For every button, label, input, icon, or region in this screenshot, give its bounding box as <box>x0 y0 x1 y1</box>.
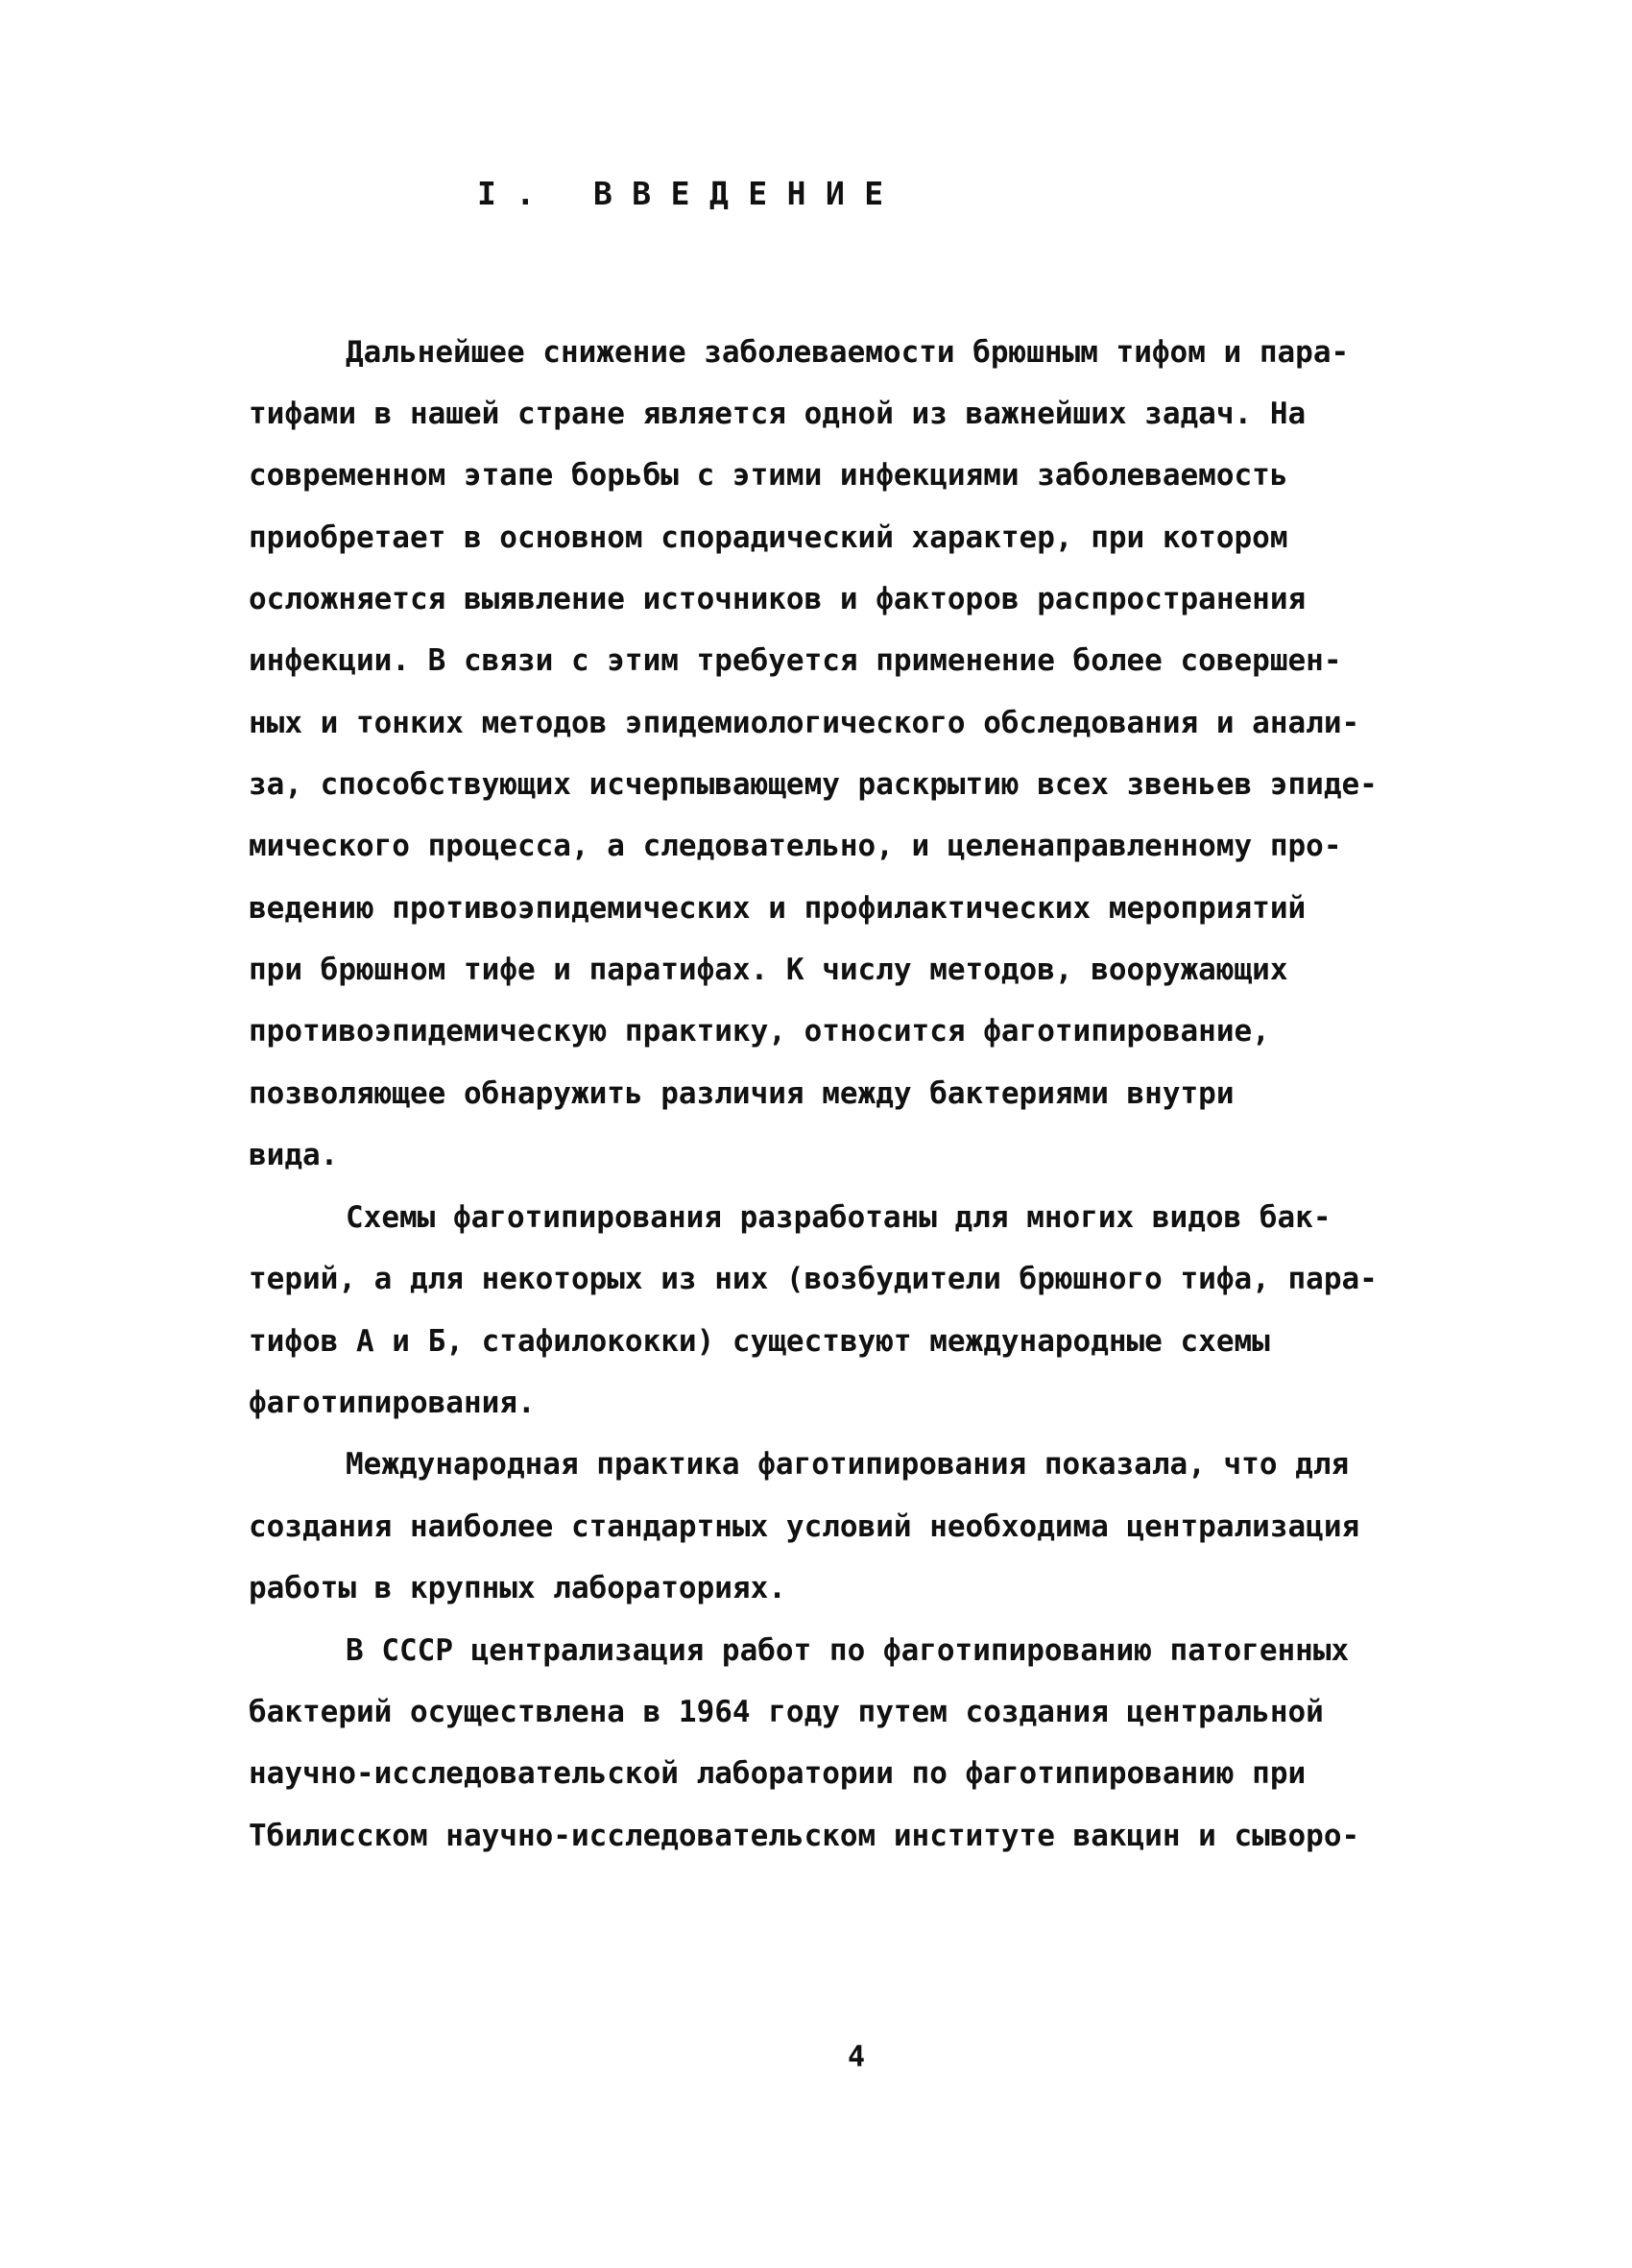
paragraph-1-line-12: противоэпидемическую практику, относится фаготипирование, <box>249 1014 1270 1049</box>
paragraph-4-line-3: научно-исследовательской лаборатории по фаготипированию при <box>249 1756 1307 1791</box>
page-number: 4 <box>847 2040 866 2074</box>
paragraph-4-line-1: В СССР централизация работ по фаготипированию патогенных <box>346 1633 1350 1668</box>
paragraph-1-line-4: приобретает в основном спорадический характер, при котором <box>249 520 1288 555</box>
paragraph-1-line-6: инфекции. В связи с этим требуется применение более совершен- <box>249 643 1342 678</box>
paragraph-1-line-2: тифами в нашей стране является одной из важнейших задач. На <box>249 397 1307 431</box>
paragraph-1-line-7: ных и тонких методов эпидемиологического обследования и анали- <box>249 706 1360 740</box>
paragraph-4-line-4: Тбилисском научно-исследовательском институте вакцин и сыворо- <box>249 1819 1360 1853</box>
paragraph-2-line-4: фаготипирования. <box>249 1386 536 1420</box>
paragraph-4-line-2: бактерий осуществлена в 1964 году путем создания центральной <box>249 1695 1324 1729</box>
paragraph-1-line-14: вида. <box>249 1138 339 1172</box>
paragraph-3-line-2: создания наиболее стандартных условий необходима централизация <box>249 1509 1360 1544</box>
paragraph-2-line-3: тифов А и Б, стафилококки) существуют международные схемы <box>249 1324 1270 1359</box>
paragraph-1-line-10: ведению противоэпидемических и профилактических мероприятий <box>249 891 1307 926</box>
paragraph-3-line-3: работы в крупных лабораториях. <box>249 1571 786 1605</box>
paragraph-2-line-2: терий, а для некоторых из них (возбудители брюшного тифа, пара- <box>249 1262 1378 1296</box>
paragraph-1-line-3: современном этапе борьбы с этими инфекциями заболеваемость <box>249 458 1288 493</box>
paragraph-1-line-11: при брюшном тифе и паратифах. К числу методов, вооружающих <box>249 953 1288 987</box>
paragraph-1-line-5: осложняется выявление источников и факторов распространения <box>249 582 1307 616</box>
paragraph-1-line-9: мического процесса, а следовательно, и целенаправленному про- <box>249 829 1342 863</box>
paragraph-3-line-1: Международная практика фаготипирования показала, что для <box>346 1447 1350 1482</box>
paragraph-1-line-8: за, способствующих исчерпывающему раскрытию всех звеньев эпиде- <box>249 767 1378 802</box>
paragraph-2-line-1: Схемы фаготипирования разработаны для многих видов бак- <box>346 1200 1332 1235</box>
paragraph-1-line-1: Дальнейшее снижение заболеваемости брюшным тифом и пара- <box>346 335 1350 370</box>
section-heading: I. ВВЕДЕНИЕ <box>477 175 903 212</box>
paragraph-1-line-13: позволяющее обнаружить различия между бактериями внутри <box>249 1076 1235 1111</box>
